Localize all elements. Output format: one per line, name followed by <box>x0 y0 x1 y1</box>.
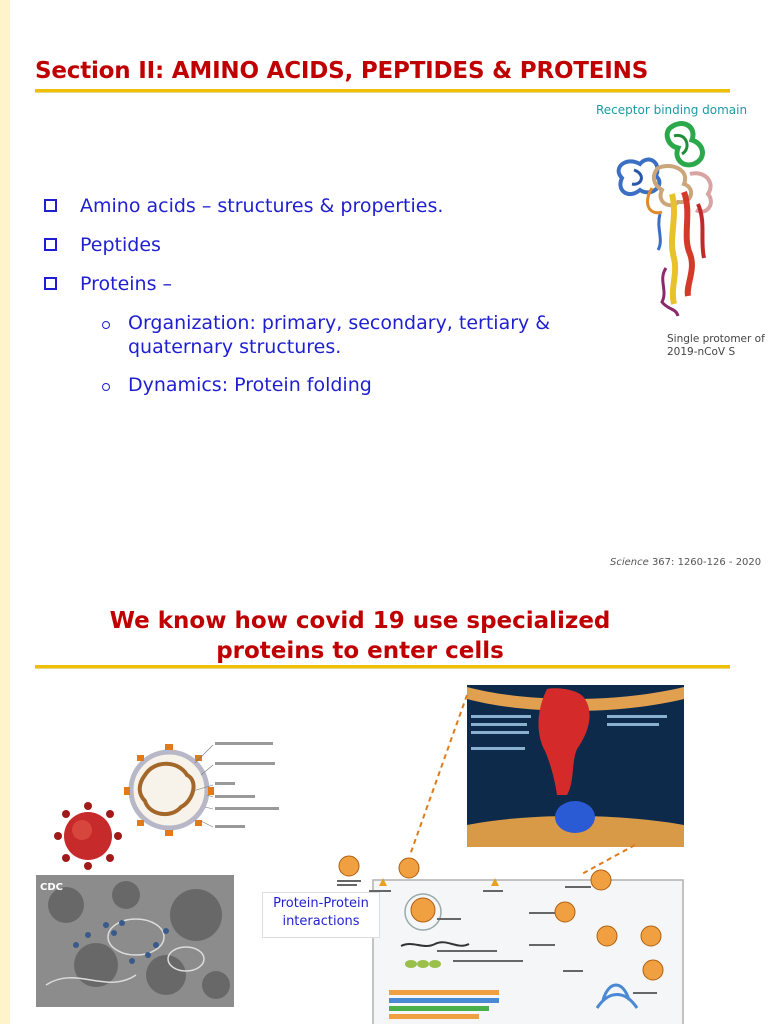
bullet-text: Amino acids – structures & properties. <box>80 195 444 217</box>
bullet-text: Peptides <box>80 234 161 256</box>
slide-title: We know how covid 19 use specialized proteins to enter cells <box>109 608 611 664</box>
sub-bullet-text: Dynamics: Protein folding <box>128 374 372 396</box>
coronavirus-structure-diagram <box>115 735 295 845</box>
bullet-text: Proteins – <box>80 273 173 295</box>
checkbox-bullet-icon <box>44 277 57 290</box>
figure-label: Receptor binding domain <box>596 103 748 117</box>
figure-caption: Single protomer of 2019-nCoV S <box>667 333 765 358</box>
micrograph-label: CDC <box>40 882 63 893</box>
viral-life-cycle-diagram <box>333 850 693 1024</box>
checkbox-bullet-icon <box>44 238 57 251</box>
circle-bullet-icon <box>102 383 110 391</box>
bullet-item <box>44 272 604 296</box>
circle-bullet-icon <box>102 321 110 329</box>
slide-edge <box>0 0 10 580</box>
slide-edge <box>0 580 10 1024</box>
bullet-item <box>44 194 604 218</box>
sub-bullet-item <box>44 373 604 397</box>
slide-title: Section II: AMINO ACIDS, PEPTIDES & PROTEINS <box>35 58 649 84</box>
sub-bullet-text: Organization: primary, secondary, tertiary & quaternary structures. <box>128 312 551 358</box>
citation <box>610 557 761 568</box>
citation-details: 367: 1260-126 - 2020 <box>648 557 762 568</box>
checkbox-bullet-icon <box>44 199 57 212</box>
title-rule <box>35 89 730 93</box>
protein-protein-interactions-label: Protein-Protein interactions <box>262 892 380 938</box>
citation-journal: Science <box>610 557 649 568</box>
spike-protein-structure-image <box>612 118 742 318</box>
electron-micrograph-image <box>36 875 234 1007</box>
bullet-item <box>44 233 604 257</box>
bullet-list <box>44 194 604 411</box>
sub-bullet-item <box>44 311 604 359</box>
coronavirus-3d-image <box>52 800 124 872</box>
title-rule <box>35 665 730 669</box>
